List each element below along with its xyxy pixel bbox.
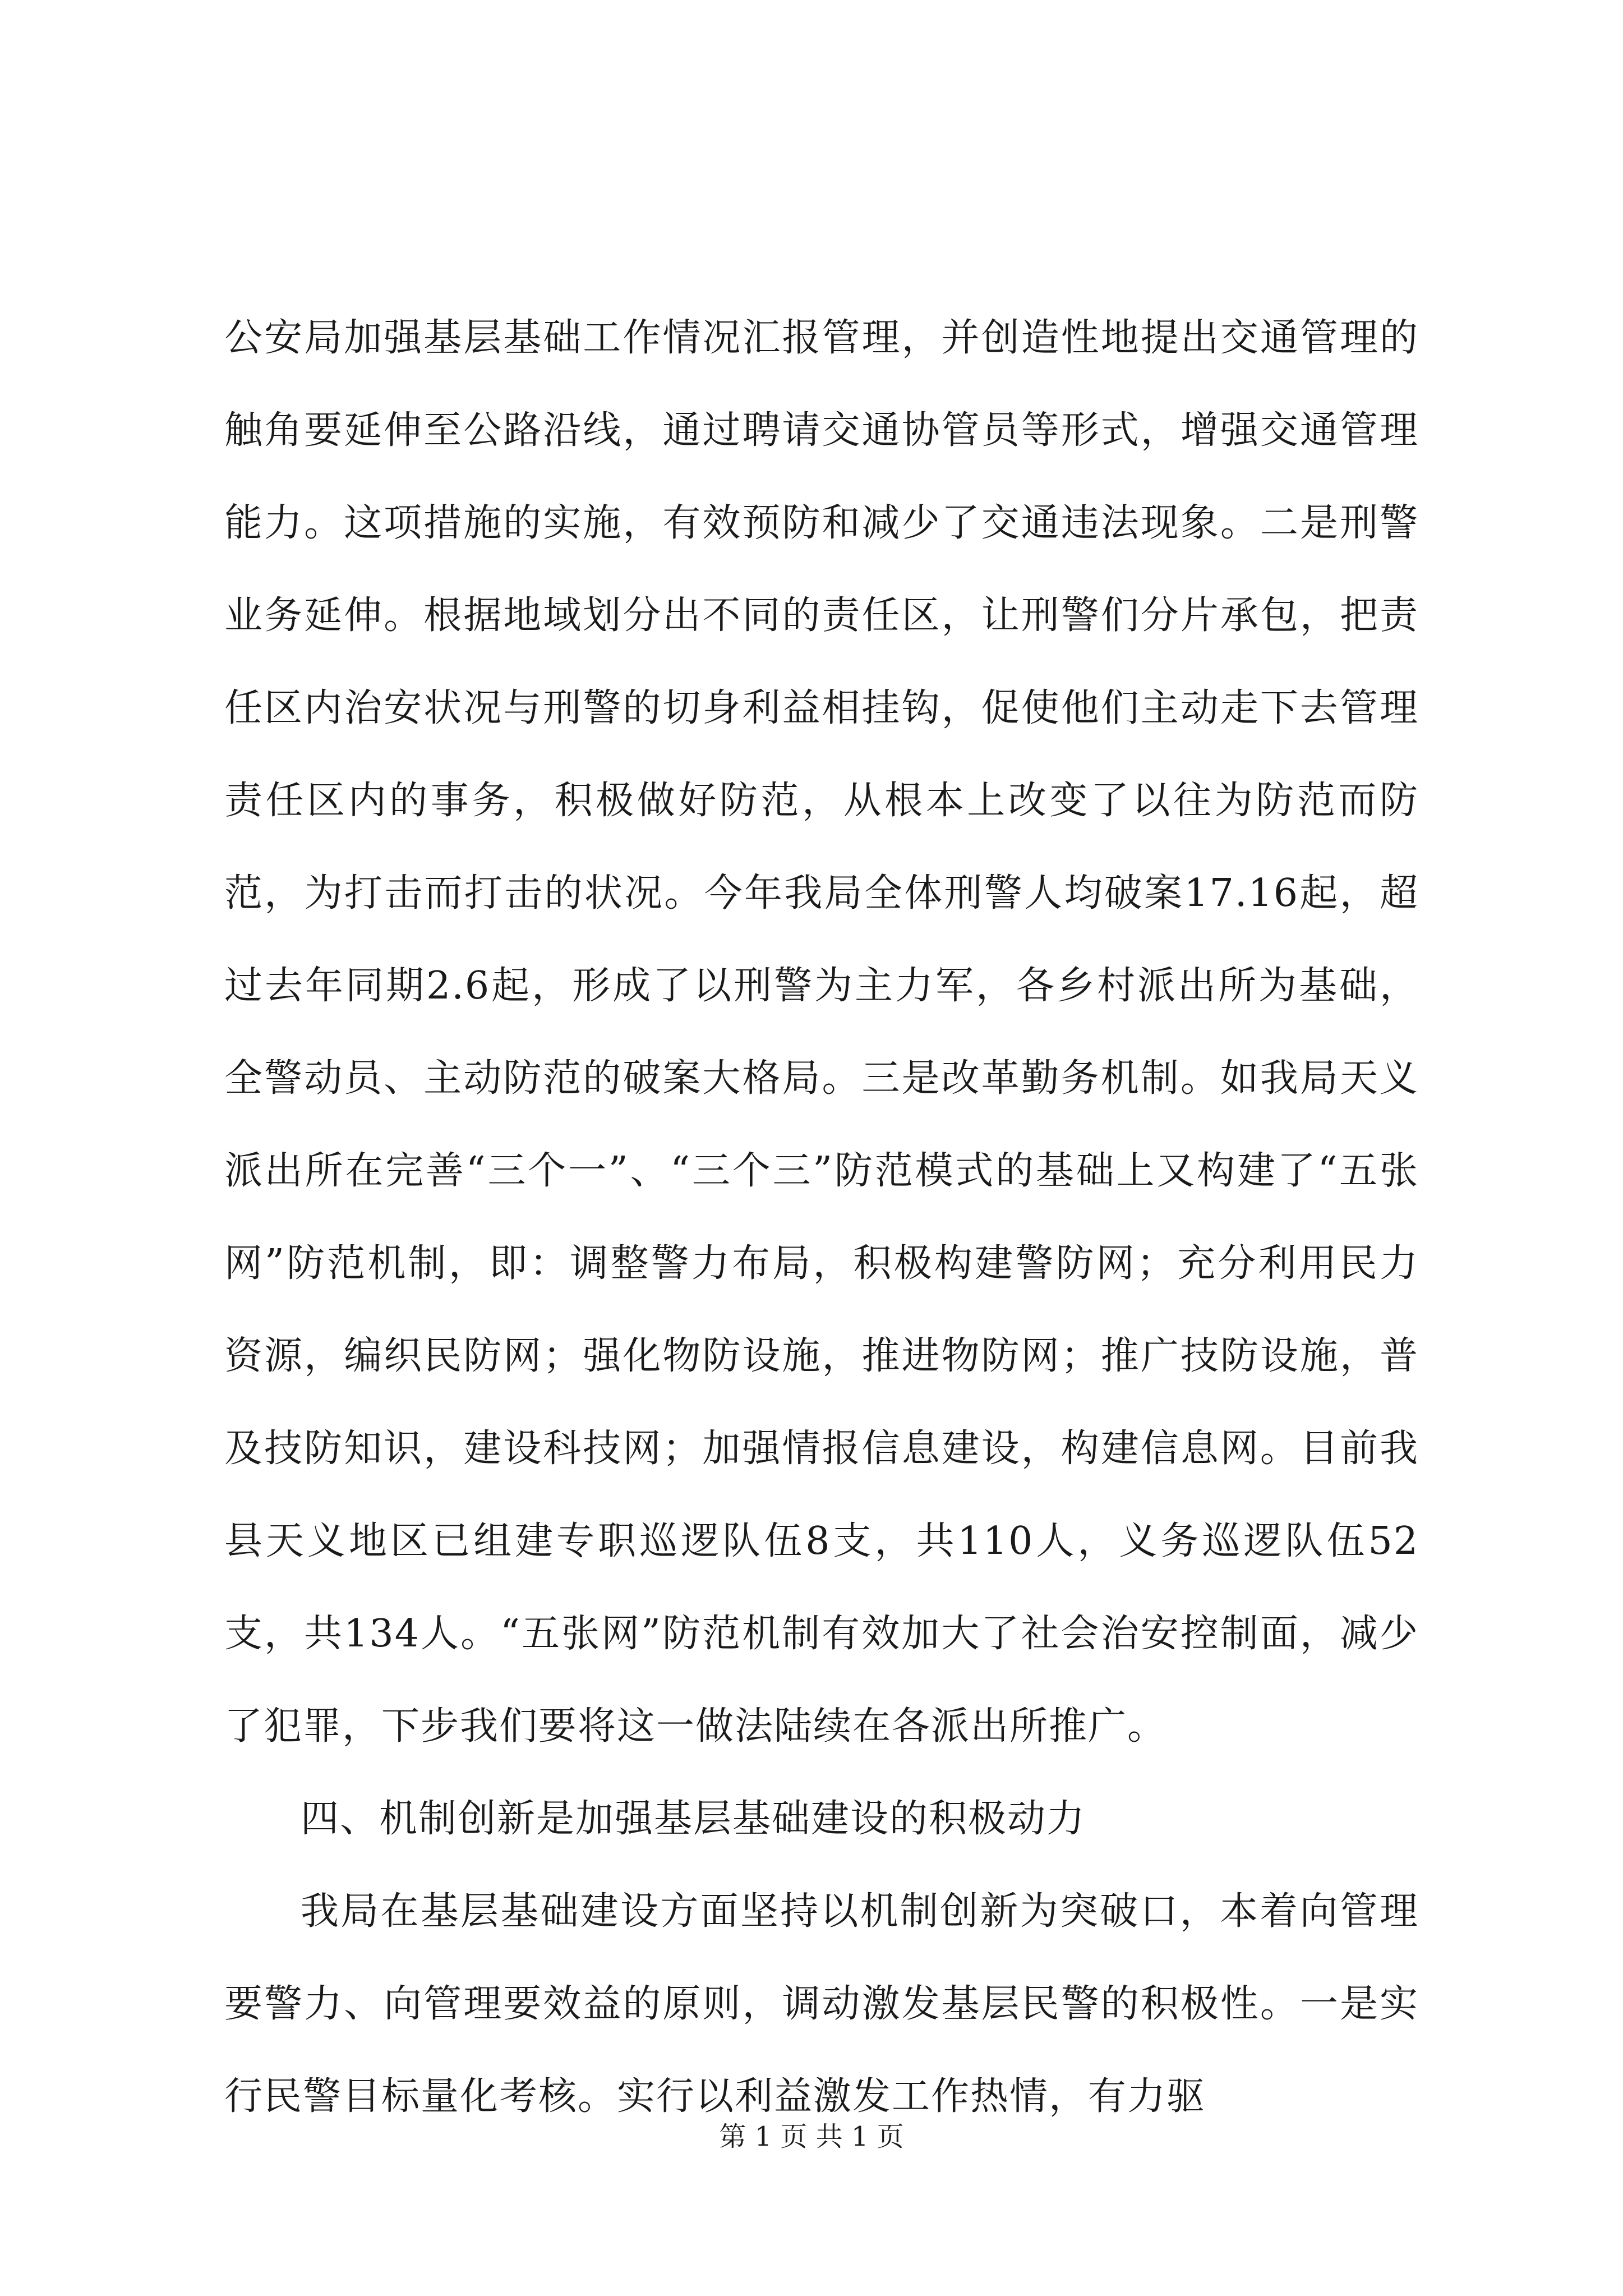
document-body — [224, 292, 1419, 2143]
section-heading: 四、机制创新是加强基层基础建设的积极动力 — [301, 1797, 1086, 1841]
page-number-footer: 第 1 页 共 1 页 — [719, 2121, 904, 2152]
paragraph: 我局在基层基础建设方面坚持以机制创新为突破口，本着向管理要警力、向管理要效益的原则，调动激发基层民警的积极性。一是实行民警目标量化考核。实行以利益激发工作热情，有力驱 — [224, 1889, 1419, 2119]
paragraph-continued: 公安局加强基层基础工作情况汇报管理，并创造性地提出交通管理的触角要延伸至公路沿线，通过聘请交通协管员等形式，增强交通管理能力。这项措施的实施，有效预防和减少了交通违法现象。二是刑警业务延伸。根据地域划分出不同的责任区，让刑警们分片承包，把责任区内治安状况与刑警的切身利益相挂钩，促使他们主动走下去管理责任区内的事务，积极做好防范，从根本上改变了以往为防范而防范，为打击而打击的状况。今年我局全体刑警人均破案17.16起，超过去年同期2.6起，形成了以刑警为主力军，各乡村派出所为基础，全警动员、主动防范的破案大格局。三是改革勤务机制。如我局天义派出所在完善“三个一”、“三个三”防范模式的基础上又构建了“五张网”防范机制，即：调整警力布局，积极构建警防网；充分利用民力资源，编织民防网；强化物防设施，推进物防网；推广技防设施，普及技防知识，建设科技网；加强情报信息建设，构建信息网。目前我县天义地区已组建专职巡逻队伍8支，共110人，义务巡逻队伍52支，共134人。“五张网”防范机制有效加大了社会治安控制面，减少了犯罪，下步我们要将这一做法陆续在各派出所推广。 — [224, 316, 1419, 1749]
